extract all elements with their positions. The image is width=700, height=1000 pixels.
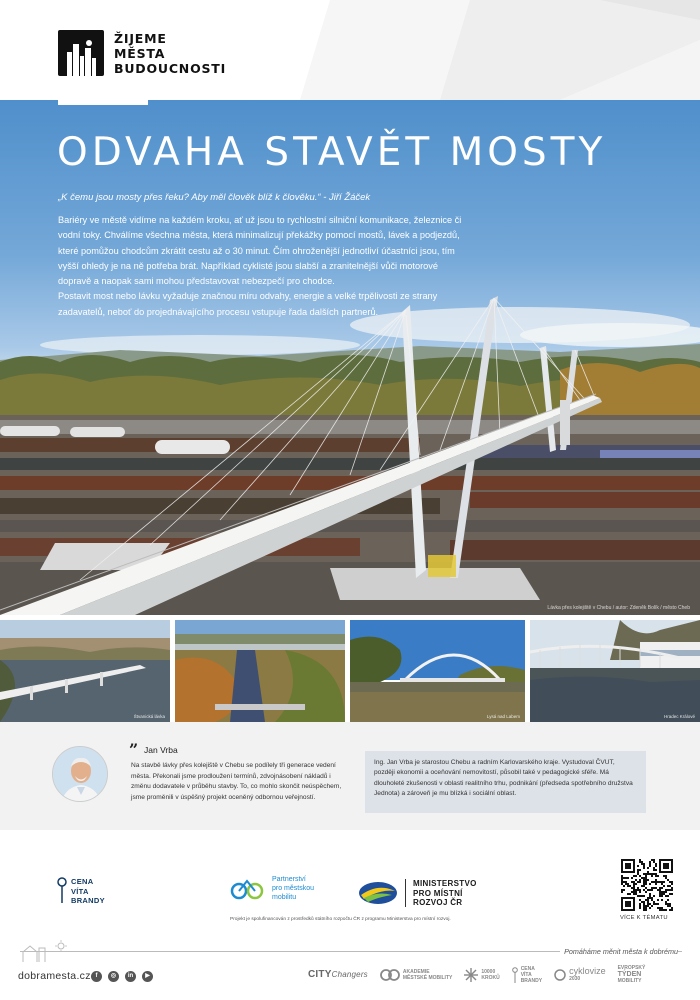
photo-caption: Štvanická lávka [133,714,165,719]
cyklovize-logo[interactable] [554,967,606,982]
house-icon [21,940,71,964]
photo-thumbnail[interactable] [350,620,525,722]
cena-line: CENA [71,877,94,886]
cena-small-line: BRANDY [520,977,543,984]
tyden-line: TÝDEN [617,971,642,978]
speaker-name: Jan Vrba [144,745,178,755]
speaker-quote: Na stavbě lávky přes kolejiště v Chebu se podílely tři generace vedení města. Překonali jsme prodloužení termínů, zdvojnásobení nákladů i změnu dodavatele v průběhu stavby. To, co mohlo skončit neúspěchem, jsme proměnili v úspěšný projekt oceněný odbornou veřejností. [131,762,342,801]
hero-bridge-photo [0,100,700,615]
footer [0,940,700,1000]
award-pin-icon [57,877,67,903]
partnerstvi-line: mobilitu [272,894,297,901]
tyden-line: MOBILITY [617,978,642,984]
qr-label: VÍCE K TÉMATU [620,915,668,921]
intro-text [58,213,463,320]
cyklovize-year: 2030 [569,976,581,982]
tyden-line: EVROPSKÝ [617,965,646,971]
cena-small-line: VÍTA [520,971,532,978]
speaker-bio: Ing. Jan Vrba je starostou Chebu a radním Karlovarského kraje. Vystudoval ČVUT, později ekonomii a oceňování nemovitostí, působil také v pedagogické sféře. Má dlouholeté zkušenosti v oblasti realitního trhu, podnikání (předseda spotřebního družstva Jednota) a zároveň je mu blízká i sociální oblast. [365,751,646,813]
linkedin-icon[interactable]: in [125,971,136,982]
kroku-line: 10000 [481,968,496,975]
evropsky-tyden-mobility-logo[interactable] [618,965,646,984]
ministry-emblem-icon [358,881,398,905]
partnerstvi-line: pro městskou [272,885,315,892]
cena-small-line: CENA [520,965,535,972]
akademie-line: MĚSTSKÉ MOBILITY [402,974,453,981]
photo-thumbnail[interactable] [530,620,700,722]
changers-text: Changers [331,970,368,979]
city-skyline-icon [58,30,104,76]
qr-code[interactable] [621,859,673,911]
cena-vita-brandy-logo[interactable] [57,877,105,906]
brand-line-2: MĚSTA [114,45,166,61]
avatar [52,746,108,802]
steps-icon [464,968,478,982]
brand-line-3: BUDOUCNOSTI [114,60,227,76]
partner-logos [0,830,700,940]
ministry-logo[interactable] [358,879,477,908]
partnerstvi-logo[interactable] [230,875,314,902]
cyklovize-icon [554,969,566,981]
header [0,0,700,100]
ministry-line: PRO MÍSTNÍ [413,888,463,898]
photo-strip [0,620,700,722]
ministry-line: MINISTERSTVO [413,879,477,888]
brand-logo[interactable] [58,30,226,76]
divider [405,879,406,907]
brand-name [114,31,226,76]
cena-line: BRANDY [71,896,105,905]
title-accent-bar [58,100,148,105]
photo-credit: Lávka přes kolejiště v Chebu / autor: Zdeněk Bolík / město Cheb [547,605,690,611]
mobility-icon [230,877,264,901]
ministry-line: ROZVOJ ČR [413,898,463,907]
photo-thumbnail[interactable] [175,620,345,722]
youtube-icon[interactable]: ▶ [142,971,153,982]
intro-paragraph-1: Bariéry ve městě vidíme na každém kroku, ať už jsou to rychlostní silniční komunikace, železnice či vodní toky. Chválíme všechna města, která minimalizují překážky pomocí mostů, lávek a podjezdů, které pomůžou chodcům zkrátit cestu až o 30 minut. Čím ohroženější jednotliví účastníci jsou, tím vyšší ohledy je na ně potřeba brát. Například cyklisté jsou slabší a zranitelnější vůči motorové dopravě a naopak sami mohou představovat nebezpečí pro chodce. [58,215,462,287]
funding-note: Projekt je spolufinancován z prostředků státního rozpočtu ČR z programu Ministerstva pro místní rozvoj. [230,917,451,922]
citychangers-logo[interactable] [308,969,368,980]
cena-line: VÍTA [71,886,89,896]
award-pin-icon [512,967,518,983]
intro-quote: „K čemu jsou mosty přes řeku? Aby měl člověk blíž k člověku.“ - Jiří Žáček [58,192,371,203]
slogan: Pomáháme měnit města k dobrému [560,947,678,956]
cyklovize-text: cyklovize [569,966,606,976]
kroku-line: KROKŮ [481,974,500,981]
interview-section [0,722,700,830]
city-text: CITY [308,969,332,980]
intro-paragraph-2: Postavit most nebo lávku vyžaduje značnou míru odvahy, energie a velké trpělivosti ze strany zadavatelů, neboť do projednávajícího procesu vstupuje řada dalších partnerů. [58,291,438,317]
akademie-logo[interactable] [380,969,452,981]
bridge-scene [0,100,700,615]
quote-icon: ” [129,740,139,759]
10000-kroku-logo[interactable] [464,968,499,982]
akademie-line: AKADEMIE [402,968,430,975]
project-logos [308,965,645,984]
page-title: ODVAHA STAVĚT MOSTY [57,130,607,175]
photo-caption: Lysá nad Labem [486,714,520,719]
photo-thumbnail[interactable] [0,620,170,722]
social-links [91,971,153,982]
photo-caption: Hradec Králové [663,714,695,719]
akademie-icon [380,969,400,981]
facebook-icon[interactable]: f [91,971,102,982]
cena-vita-brandy-small-logo[interactable] [512,966,542,984]
instagram-icon[interactable]: ◎ [108,971,119,982]
website-link[interactable]: dobramesta.cz [18,970,91,982]
partnerstvi-line: Partnerství [272,876,306,883]
brand-line-1: ŽIJEME [114,30,167,46]
